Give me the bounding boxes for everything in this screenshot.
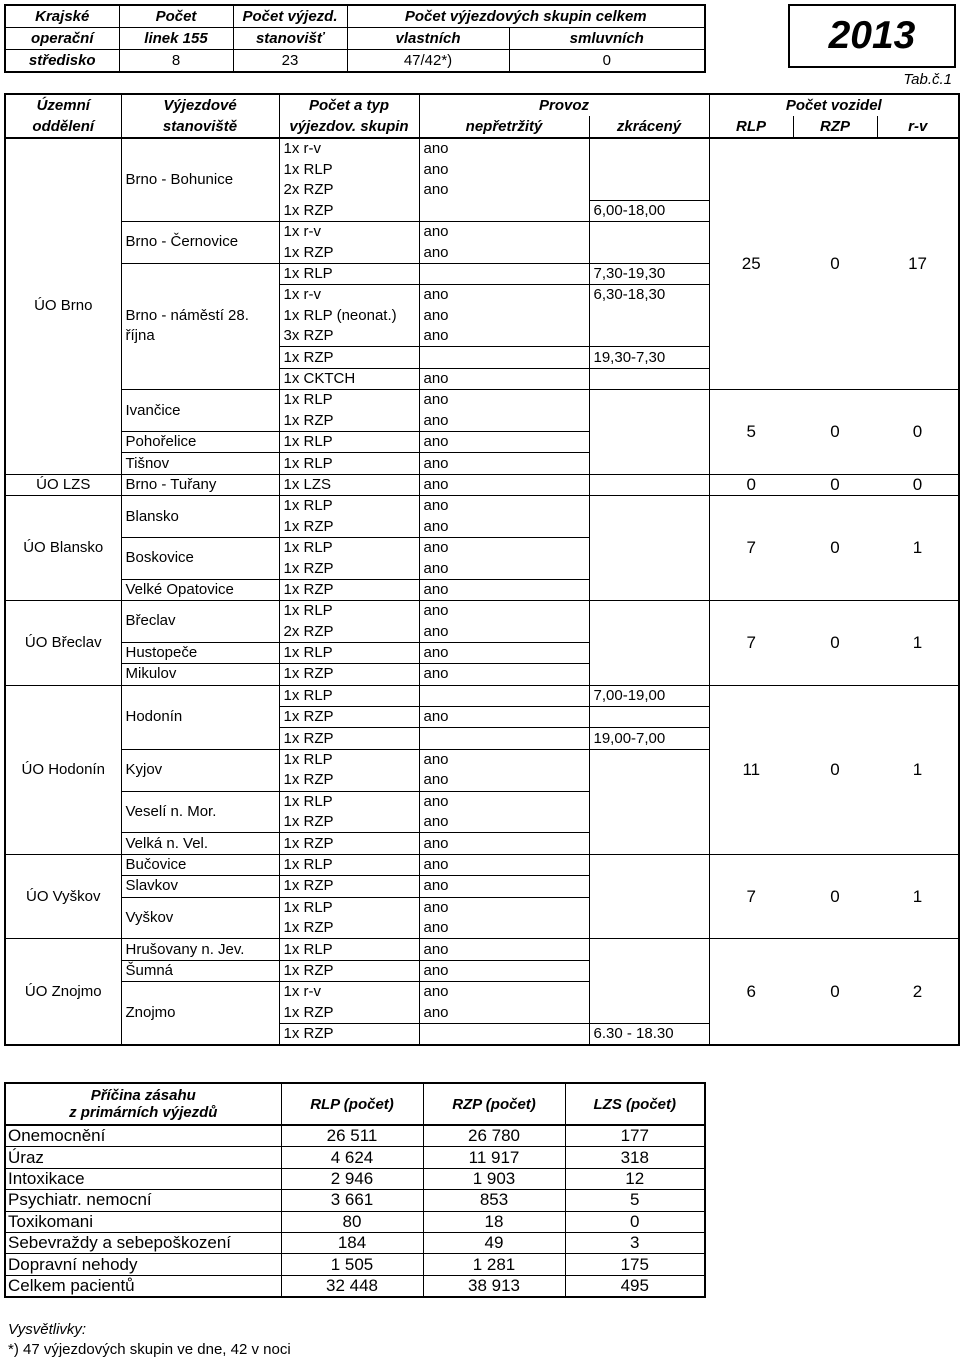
hdr-rzp: RZP — [793, 116, 877, 138]
cause-rzp-cell: 1 281 — [423, 1254, 565, 1275]
table-row — [5, 390, 959, 411]
unit-cell: 1x RZP — [279, 728, 419, 749]
unit-cell: 1x RLP — [279, 496, 419, 517]
nonstop-cell: ano — [419, 939, 589, 960]
station-sumna: Šumná — [121, 960, 279, 981]
nonstop-cell: ano — [419, 664, 589, 685]
blansko-rlp: 7 — [709, 496, 793, 601]
cause-rzp-cell: 38 913 — [423, 1275, 565, 1297]
unit-cell: 1x RZP — [279, 812, 419, 833]
nonstop-cell: ano — [419, 180, 589, 200]
station-vyskov: Vyškov — [121, 897, 279, 939]
station-hrusovany: Hrušovany n. Jev. — [121, 939, 279, 960]
nonstop-cell: ano — [419, 222, 589, 243]
unit-cell: 1x RLP — [279, 854, 419, 875]
cause-rlp-cell: 26 511 — [281, 1125, 423, 1147]
hdr-vyjezdove-2: stanoviště — [121, 116, 279, 138]
unit-cell: 1x RLP — [279, 263, 419, 284]
shortened-cell — [589, 390, 709, 475]
hdr-cause-line2: z primárních výjezdů — [69, 1104, 218, 1121]
hdr-cause — [5, 1083, 281, 1125]
station-mikulov: Mikulov — [121, 664, 279, 685]
unit-cell: 1x RZP — [279, 200, 419, 221]
znojmo-rzp: 0 — [793, 939, 877, 1045]
hdr-lzs-count: LZS (počet) — [565, 1083, 705, 1125]
shortened-cell: 6.30 - 18.30 — [589, 1023, 709, 1045]
cause-rzp-cell: 11 917 — [423, 1147, 565, 1168]
shortened-cell — [589, 496, 709, 601]
station-namesti: Brno - náměstí 28. října — [121, 263, 279, 389]
unit-cell: 1x RZP — [279, 833, 419, 854]
unit-cell: 1x RLP — [279, 749, 419, 770]
nonstop-cell: ano — [419, 579, 589, 600]
nonstop-cell: ano — [419, 496, 589, 517]
station-turany: Brno - Tuřany — [121, 474, 279, 495]
cause-rlp-cell: 3 661 — [281, 1190, 423, 1211]
nonstop-cell: ano — [419, 982, 589, 1003]
cause-label-cell: Psychiatr. nemocní — [5, 1190, 281, 1211]
nonstop-cell: ano — [419, 368, 589, 389]
unit-cell: 1x r-v — [279, 222, 419, 243]
hdr-pocet-typ-2: výjezdov. skupin — [279, 116, 419, 138]
cause-header-row — [5, 1083, 705, 1125]
station-pohorelice: Pohořelice — [121, 431, 279, 452]
cause-lzs-cell: 175 — [565, 1254, 705, 1275]
vyskov-rlp: 7 — [709, 854, 793, 939]
station-kyjov: Kyjov — [121, 749, 279, 791]
hdr-uzemni: Územní — [5, 94, 121, 116]
summary-h4a: vlastních — [347, 28, 509, 50]
cause-rzp-cell: 1 903 — [423, 1168, 565, 1189]
summary-table — [4, 4, 706, 73]
summary-h1c: středisko — [5, 50, 119, 73]
nonstop-cell: ano — [419, 918, 589, 939]
shortened-cell: 7,30-19,30 — [589, 263, 709, 284]
station-hustopece: Hustopeče — [121, 642, 279, 663]
table-row — [5, 474, 959, 495]
unit-cell: 1x RZP — [279, 664, 419, 685]
brno2-rlp: 5 — [709, 390, 793, 475]
unit-cell: 1x r-v — [279, 982, 419, 1003]
shortened-cell — [589, 138, 709, 200]
hdr-pocet-vozidel: Počet vozidel — [709, 94, 959, 116]
shortened-cell — [589, 749, 709, 854]
unit-cell: 1x RZP — [279, 918, 419, 939]
station-bohunice: Brno - Bohunice — [121, 138, 279, 222]
unit-cell: 1x RZP — [279, 876, 419, 897]
unit-cell: 1x RZP — [279, 770, 419, 791]
nonstop-cell: ano — [419, 621, 589, 642]
table-row — [5, 1211, 705, 1232]
shortened-cell — [589, 474, 709, 495]
unit-cell: 2x RZP — [279, 180, 419, 200]
hdr-rlp-count: RLP (počet) — [281, 1083, 423, 1125]
unit-cell: 1x RZP — [279, 517, 419, 538]
table-row — [5, 854, 959, 875]
summary-h1b: operační — [5, 28, 119, 50]
summary-val-own: 47/42*) — [347, 50, 509, 73]
blansko-rv: 1 — [877, 496, 959, 601]
table-row — [5, 1232, 705, 1253]
hodonin-rv: 1 — [877, 685, 959, 854]
table-row — [5, 1190, 705, 1211]
nonstop-cell: ano — [419, 812, 589, 833]
header-row-1 — [5, 94, 959, 116]
nonstop-cell: ano — [419, 707, 589, 728]
blansko-rzp: 0 — [793, 496, 877, 601]
unit-cell: 1x RZP — [279, 1023, 419, 1045]
unit-cell: 2x RZP — [279, 621, 419, 642]
nonstop-cell: ano — [419, 558, 589, 579]
nonstop-cell: ano — [419, 242, 589, 263]
cause-rzp-cell: 49 — [423, 1232, 565, 1253]
vyskov-rzp: 0 — [793, 854, 877, 939]
unit-cell: 1x RZP — [279, 242, 419, 263]
station-breclav: Břeclav — [121, 601, 279, 643]
lzs-rv: 0 — [877, 474, 959, 495]
nonstop-cell — [419, 200, 589, 221]
nonstop-cell: ano — [419, 876, 589, 897]
shortened-cell: 7,00-19,00 — [589, 685, 709, 706]
cause-lzs-cell: 318 — [565, 1147, 705, 1168]
summary-h3b: stanovišť — [233, 28, 347, 50]
summary-h2: Počet — [119, 5, 233, 28]
table-row — [5, 138, 959, 159]
summary-h4b: smluvních — [509, 28, 705, 50]
nonstop-cell: ano — [419, 411, 589, 432]
summary-h1: Krajské — [5, 5, 119, 28]
unit-cell: 1x RLP — [279, 791, 419, 812]
nonstop-cell: ano — [419, 431, 589, 452]
nonstop-cell: ano — [419, 306, 589, 326]
hdr-pocet-typ: Počet a typ — [279, 94, 419, 116]
cause-lzs-cell: 0 — [565, 1211, 705, 1232]
table-row — [5, 1125, 705, 1147]
station-bucovice: Bučovice — [121, 854, 279, 875]
nonstop-cell: ano — [419, 854, 589, 875]
unit-cell: 1x RZP — [279, 960, 419, 981]
brno-rlp: 25 — [741, 254, 761, 274]
table-row — [5, 1275, 705, 1297]
hdr-neprerusity: nepřetržitý — [419, 116, 589, 138]
table-row — [5, 1254, 705, 1275]
region-lzs: ÚO LZS — [5, 474, 121, 495]
unit-cell: 1x RLP — [279, 159, 419, 179]
region-hodonin: ÚO Hodonín — [5, 685, 121, 854]
unit-cell: 1x RZP — [279, 707, 419, 728]
nonstop-cell: ano — [419, 326, 589, 347]
station-velke-opatovice: Velké Opatovice — [121, 579, 279, 600]
cause-label-cell: Onemocnění — [5, 1125, 281, 1147]
nonstop-cell — [419, 263, 589, 284]
unit-cell: 1x r-v — [279, 285, 419, 306]
brno2-rzp: 0 — [793, 390, 877, 475]
shortened-cell: 19,30-7,30 — [589, 347, 709, 368]
unit-cell: 1x r-v — [279, 138, 419, 159]
hodonin-rzp: 0 — [793, 685, 877, 854]
unit-cell: 1x RZP — [279, 411, 419, 432]
nonstop-cell: ano — [419, 601, 589, 622]
nonstop-cell: ano — [419, 1003, 589, 1024]
station-blansko: Blansko — [121, 496, 279, 538]
shortened-cell — [589, 707, 709, 728]
unit-cell: 1x RLP — [279, 939, 419, 960]
nonstop-cell: ano — [419, 390, 589, 411]
shortened-cell: 6,00-18,00 — [589, 200, 709, 221]
znojmo-rv: 2 — [877, 939, 959, 1045]
unit-cell: 1x RLP — [279, 601, 419, 622]
hdr-zkraceny: zkrácený — [589, 116, 709, 138]
table-row — [5, 685, 959, 706]
cause-rlp-cell: 1 505 — [281, 1254, 423, 1275]
region-vyskov: ÚO Vyškov — [5, 854, 121, 939]
summary-val-lines: 8 — [119, 50, 233, 73]
station-boskovice: Boskovice — [121, 537, 279, 579]
nonstop-cell: ano — [419, 897, 589, 918]
hdr-provoz: Provoz — [419, 94, 709, 116]
unit-cell: 1x RLP — [279, 897, 419, 918]
nonstop-cell: ano — [419, 537, 589, 558]
region-blansko: ÚO Blansko — [5, 496, 121, 601]
nonstop-cell: ano — [419, 285, 589, 306]
cause-rlp-cell: 80 — [281, 1211, 423, 1232]
unit-cell: 1x RLP — [279, 685, 419, 706]
unit-cell: 1x RLP — [279, 453, 419, 474]
cause-label-cell: Intoxikace — [5, 1168, 281, 1189]
nonstop-cell: ano — [419, 453, 589, 474]
nonstop-cell: ano — [419, 749, 589, 770]
unit-cell: 1x RZP — [279, 1003, 419, 1024]
nonstop-cell — [419, 728, 589, 749]
unit-cell: 1x RZP — [279, 558, 419, 579]
nonstop-cell: ano — [419, 642, 589, 663]
shortened-cell — [589, 368, 709, 389]
nonstop-cell — [419, 685, 589, 706]
lzs-rlp: 0 — [709, 474, 793, 495]
unit-cell: 1x RLP (neonat.) — [279, 306, 419, 326]
hdr-vyjezdove: Výjezdové — [121, 94, 279, 116]
station-ivancice: Ivančice — [121, 390, 279, 432]
nonstop-cell: ano — [419, 138, 589, 159]
shortened-cell: 6,30-18,30 — [589, 285, 709, 306]
cause-lzs-cell: 5 — [565, 1190, 705, 1211]
unit-cell: 1x RZP — [279, 347, 419, 368]
notes-text: *) 47 výjezdových skupin ve dne, 42 v noci — [8, 1341, 291, 1358]
unit-cell: 1x RLP — [279, 537, 419, 558]
table-row — [5, 1168, 705, 1189]
summary-h3: Počet výjezd. — [233, 5, 347, 28]
summary-h4: Počet výjezdových skupin celkem — [347, 5, 705, 28]
table-row — [5, 939, 959, 960]
breclav-rlp: 7 — [709, 601, 793, 686]
unit-cell: 1x RLP — [279, 642, 419, 663]
header-row-2 — [5, 116, 959, 138]
breclav-rv: 1 — [877, 601, 959, 686]
cause-rzp-cell: 853 — [423, 1190, 565, 1211]
hodonin-rlp: 11 — [709, 685, 793, 854]
cause-rzp-cell: 26 780 — [423, 1125, 565, 1147]
station-cernovice: Brno - Černovice — [121, 222, 279, 264]
unit-cell: 1x LZS — [279, 474, 419, 495]
hdr-cause-line1: Příčina zásahu — [90, 1087, 196, 1104]
hdr-rv: r-v — [877, 116, 959, 138]
table-row — [5, 496, 959, 517]
nonstop-cell: ano — [419, 474, 589, 495]
station-velka: Velká n. Vel. — [121, 833, 279, 854]
nonstop-cell: ano — [419, 960, 589, 981]
nonstop-cell: ano — [419, 159, 589, 179]
nonstop-cell: ano — [419, 517, 589, 538]
station-hodonin: Hodonín — [121, 685, 279, 749]
cause-lzs-cell: 495 — [565, 1275, 705, 1297]
nonstop-cell: ano — [419, 791, 589, 812]
unit-cell: 3x RZP — [279, 326, 419, 347]
shortened-cell — [589, 306, 709, 347]
station-znojmo: Znojmo — [121, 982, 279, 1046]
nonstop-cell: ano — [419, 770, 589, 791]
brno2-rv: 0 — [877, 390, 959, 475]
summary-h2b: linek 155 — [119, 28, 233, 50]
cause-lzs-cell: 3 — [565, 1232, 705, 1253]
znojmo-rlp: 6 — [709, 939, 793, 1045]
unit-cell: 1x RLP — [279, 431, 419, 452]
hdr-rlp: RLP — [709, 116, 793, 138]
cause-label-cell: Úraz — [5, 1147, 281, 1168]
station-veseli: Veselí n. Mor. — [121, 791, 279, 833]
cause-label-cell: Toxikomani — [5, 1211, 281, 1232]
cause-rlp-cell: 184 — [281, 1232, 423, 1253]
breclav-rzp: 0 — [793, 601, 877, 686]
notes-title: Vysvětlivky: — [8, 1321, 87, 1338]
station-slavkov: Slavkov — [121, 876, 279, 897]
table-row — [5, 1147, 705, 1168]
region-znojmo: ÚO Znojmo — [5, 939, 121, 1045]
brno-rv: 17 — [908, 254, 927, 274]
summary-val-stations: 23 — [233, 50, 347, 73]
region-breclav: ÚO Břeclav — [5, 601, 121, 686]
cause-lzs-cell: 12 — [565, 1168, 705, 1189]
cause-table-body — [5, 1125, 705, 1297]
hdr-uzemni-2: oddělení — [5, 116, 121, 138]
region-brno: ÚO Brno — [5, 138, 121, 474]
cause-lzs-cell: 177 — [565, 1125, 705, 1147]
table-reference: Tab.č.1 — [903, 71, 952, 88]
vyskov-rv: 1 — [877, 854, 959, 939]
station-tisnov: Tišnov — [121, 453, 279, 474]
nonstop-cell: ano — [419, 833, 589, 854]
shortened-cell: 19,00-7,00 — [589, 728, 709, 749]
shortened-cell — [589, 854, 709, 939]
shortened-cell — [589, 939, 709, 1024]
cause-rlp-cell: 2 946 — [281, 1168, 423, 1189]
year-box: 2013 — [788, 4, 956, 68]
nonstop-cell — [419, 347, 589, 368]
nonstop-cell — [419, 1023, 589, 1045]
summary-val-contract: 0 — [509, 50, 705, 73]
shortened-cell — [589, 222, 709, 264]
unit-cell: 1x CKTCH — [279, 368, 419, 389]
unit-cell: 1x RZP — [279, 579, 419, 600]
cause-rzp-cell: 18 — [423, 1211, 565, 1232]
stations-table — [4, 93, 960, 1046]
shortened-cell — [589, 601, 709, 686]
hdr-rzp-count: RZP (počet) — [423, 1083, 565, 1125]
unit-cell: 1x RLP — [279, 390, 419, 411]
cause-rlp-cell: 4 624 — [281, 1147, 423, 1168]
cause-label-cell: Sebevraždy a sebepoškození — [5, 1232, 281, 1253]
brno-rzp: 0 — [830, 254, 840, 274]
cause-label-cell: Dopravní nehody — [5, 1254, 281, 1275]
lzs-rzp: 0 — [793, 474, 877, 495]
cause-rlp-cell: 32 448 — [281, 1275, 423, 1297]
cause-label-cell: Celkem pacientů — [5, 1275, 281, 1297]
cause-table — [4, 1082, 706, 1298]
table-row — [5, 601, 959, 622]
